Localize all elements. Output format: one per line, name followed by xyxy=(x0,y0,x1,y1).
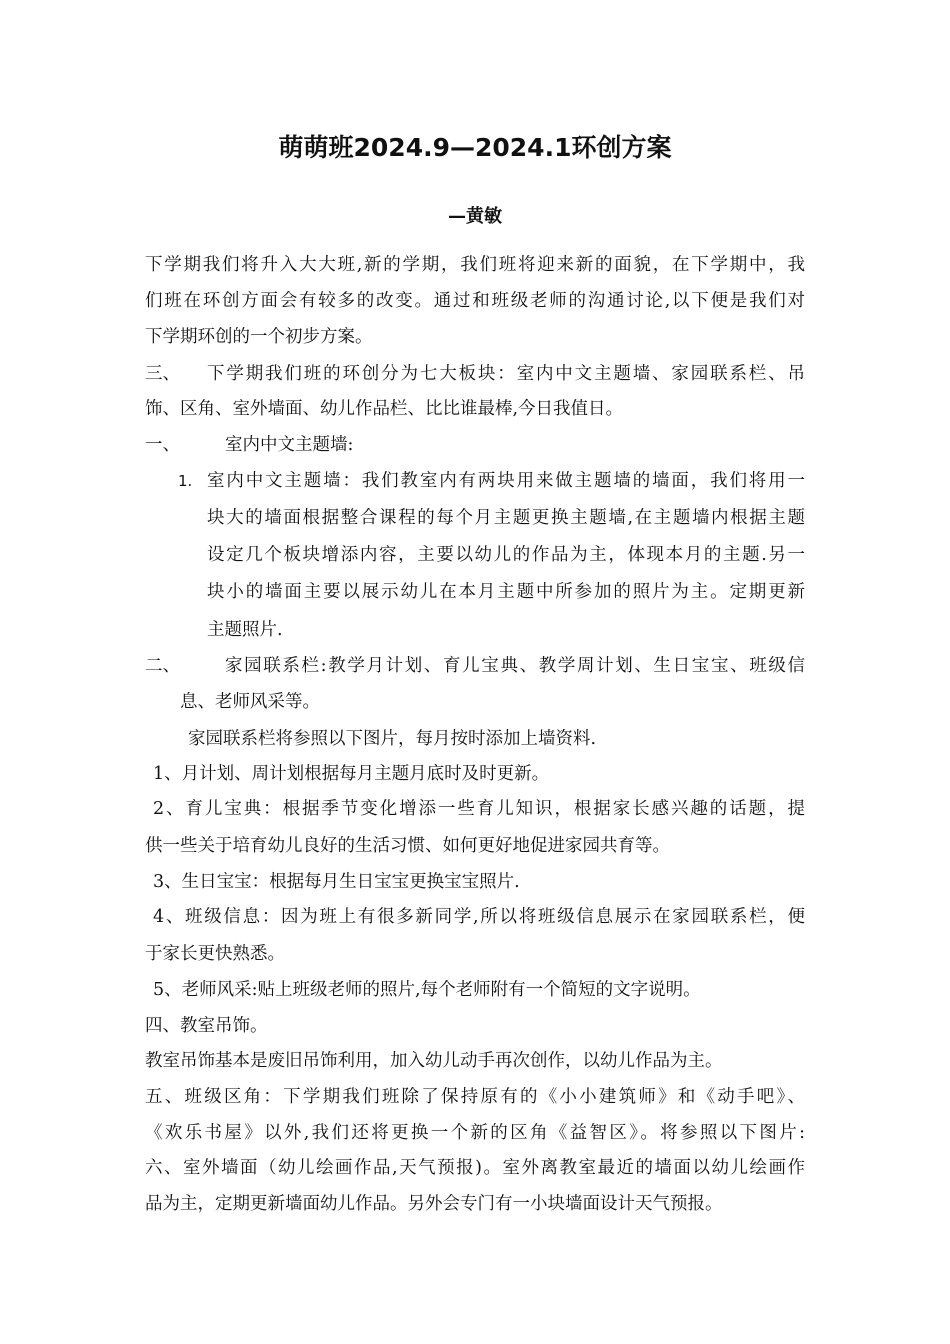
section-line: 教室吊饰基本是废旧吊饰利用，加入幼儿动手再次创作，以幼儿作品为主。 xyxy=(145,1051,723,1071)
intro-line: 下学期我们将升入大大班,新的学期，我们班将迎来新的面貌，在下学期中，我 xyxy=(145,255,805,275)
section-number: 三、 xyxy=(145,364,180,384)
list-item-line: 块大的墙面根据整合课程的每个月主题更换主题墙,在主题墙内根据主题 xyxy=(207,508,805,528)
section-line: 五、班级区角：下学期我们班除了保持原有的《小小建筑师》和《动手吧》、 xyxy=(145,1087,805,1107)
list-number: 1. xyxy=(178,472,193,490)
section-line: 息、老师风采等。 xyxy=(180,692,320,712)
section-line: 饰、区角、室外墙面、幼儿作品栏、比比谁最棒,今日我值日。 xyxy=(145,399,624,419)
numbered-item: 5、老师风采:贴上班级老师的照片,每个老师附有一个简短的文字说明。 xyxy=(153,980,701,1000)
list-item-line: 室内中文主题墙：我们教室内有两块用来做主题墙的墙面，我们将用一 xyxy=(207,471,805,491)
intro-line: 下学期环创的一个初步方案。 xyxy=(145,327,373,347)
list-item-line: 主题照片. xyxy=(207,620,283,640)
numbered-item: 2、育儿宝典：根据季节变化增添一些育儿知识，根据家长感兴趣的话题，提 xyxy=(153,799,805,819)
section-heading: 室内中文主题墙: xyxy=(225,435,354,455)
numbered-item: 1、月计划、周计划根据每月主题月底时及时更新。 xyxy=(153,764,550,784)
section-line: 家园联系栏将参照以下图片，每月按时添加上墙资料. xyxy=(188,729,597,749)
section-heading: 四、教室吊饰。 xyxy=(145,1016,268,1036)
section-line: 品为主，定期更新墙面幼儿作品。另外会专门有一小块墙面设计天气预报。 xyxy=(145,1194,723,1214)
section-line: 六、室外墙面（幼儿绘画作品,天气预报)。室外离教室最近的墙面以幼儿绘画作 xyxy=(145,1158,805,1178)
section-number: 一、 xyxy=(145,435,180,455)
document-title: 萌萌班2024.9—2024.1环创方案 xyxy=(278,133,672,162)
numbered-item-cont: 于家长更快熟悉。 xyxy=(145,944,285,964)
numbered-item: 4、班级信息：因为班上有很多新同学,所以将班级信息展示在家园联系栏，便 xyxy=(153,907,805,927)
list-item-line: 设定几个板块增添内容，主要以幼儿的作品为主，体现本月的主题.另一 xyxy=(207,545,805,565)
intro-line: 们班在环创方面会有较多的改变。通过和班级老师的沟通讨论,以下便是我们对 xyxy=(145,291,805,311)
list-item-line: 块小的墙面主要以展示幼儿在本月主题中所参加的照片为主。定期更新 xyxy=(207,582,805,602)
numbered-item: 3、生日宝宝：根据每月生日宝宝更换宝宝照片. xyxy=(153,872,520,892)
section-line: 家园联系栏:教学月计划、育儿宝典、教学周计划、生日宝宝、班级信 xyxy=(225,656,805,676)
section-line: 《欢乐书屋》以外,我们还将更换一个新的区角《益智区》。将参照以下图片: xyxy=(145,1123,805,1143)
numbered-item-cont: 供一些关于培育幼儿良好的生活习惯、如何更好地促进家园共育等。 xyxy=(145,836,670,856)
section-number: 二、 xyxy=(145,656,180,676)
document-author: —黄敏 xyxy=(448,206,502,227)
section-line: 下学期我们班的环创分为七大板块：室内中文主题墙、家园联系栏、吊 xyxy=(207,364,805,384)
